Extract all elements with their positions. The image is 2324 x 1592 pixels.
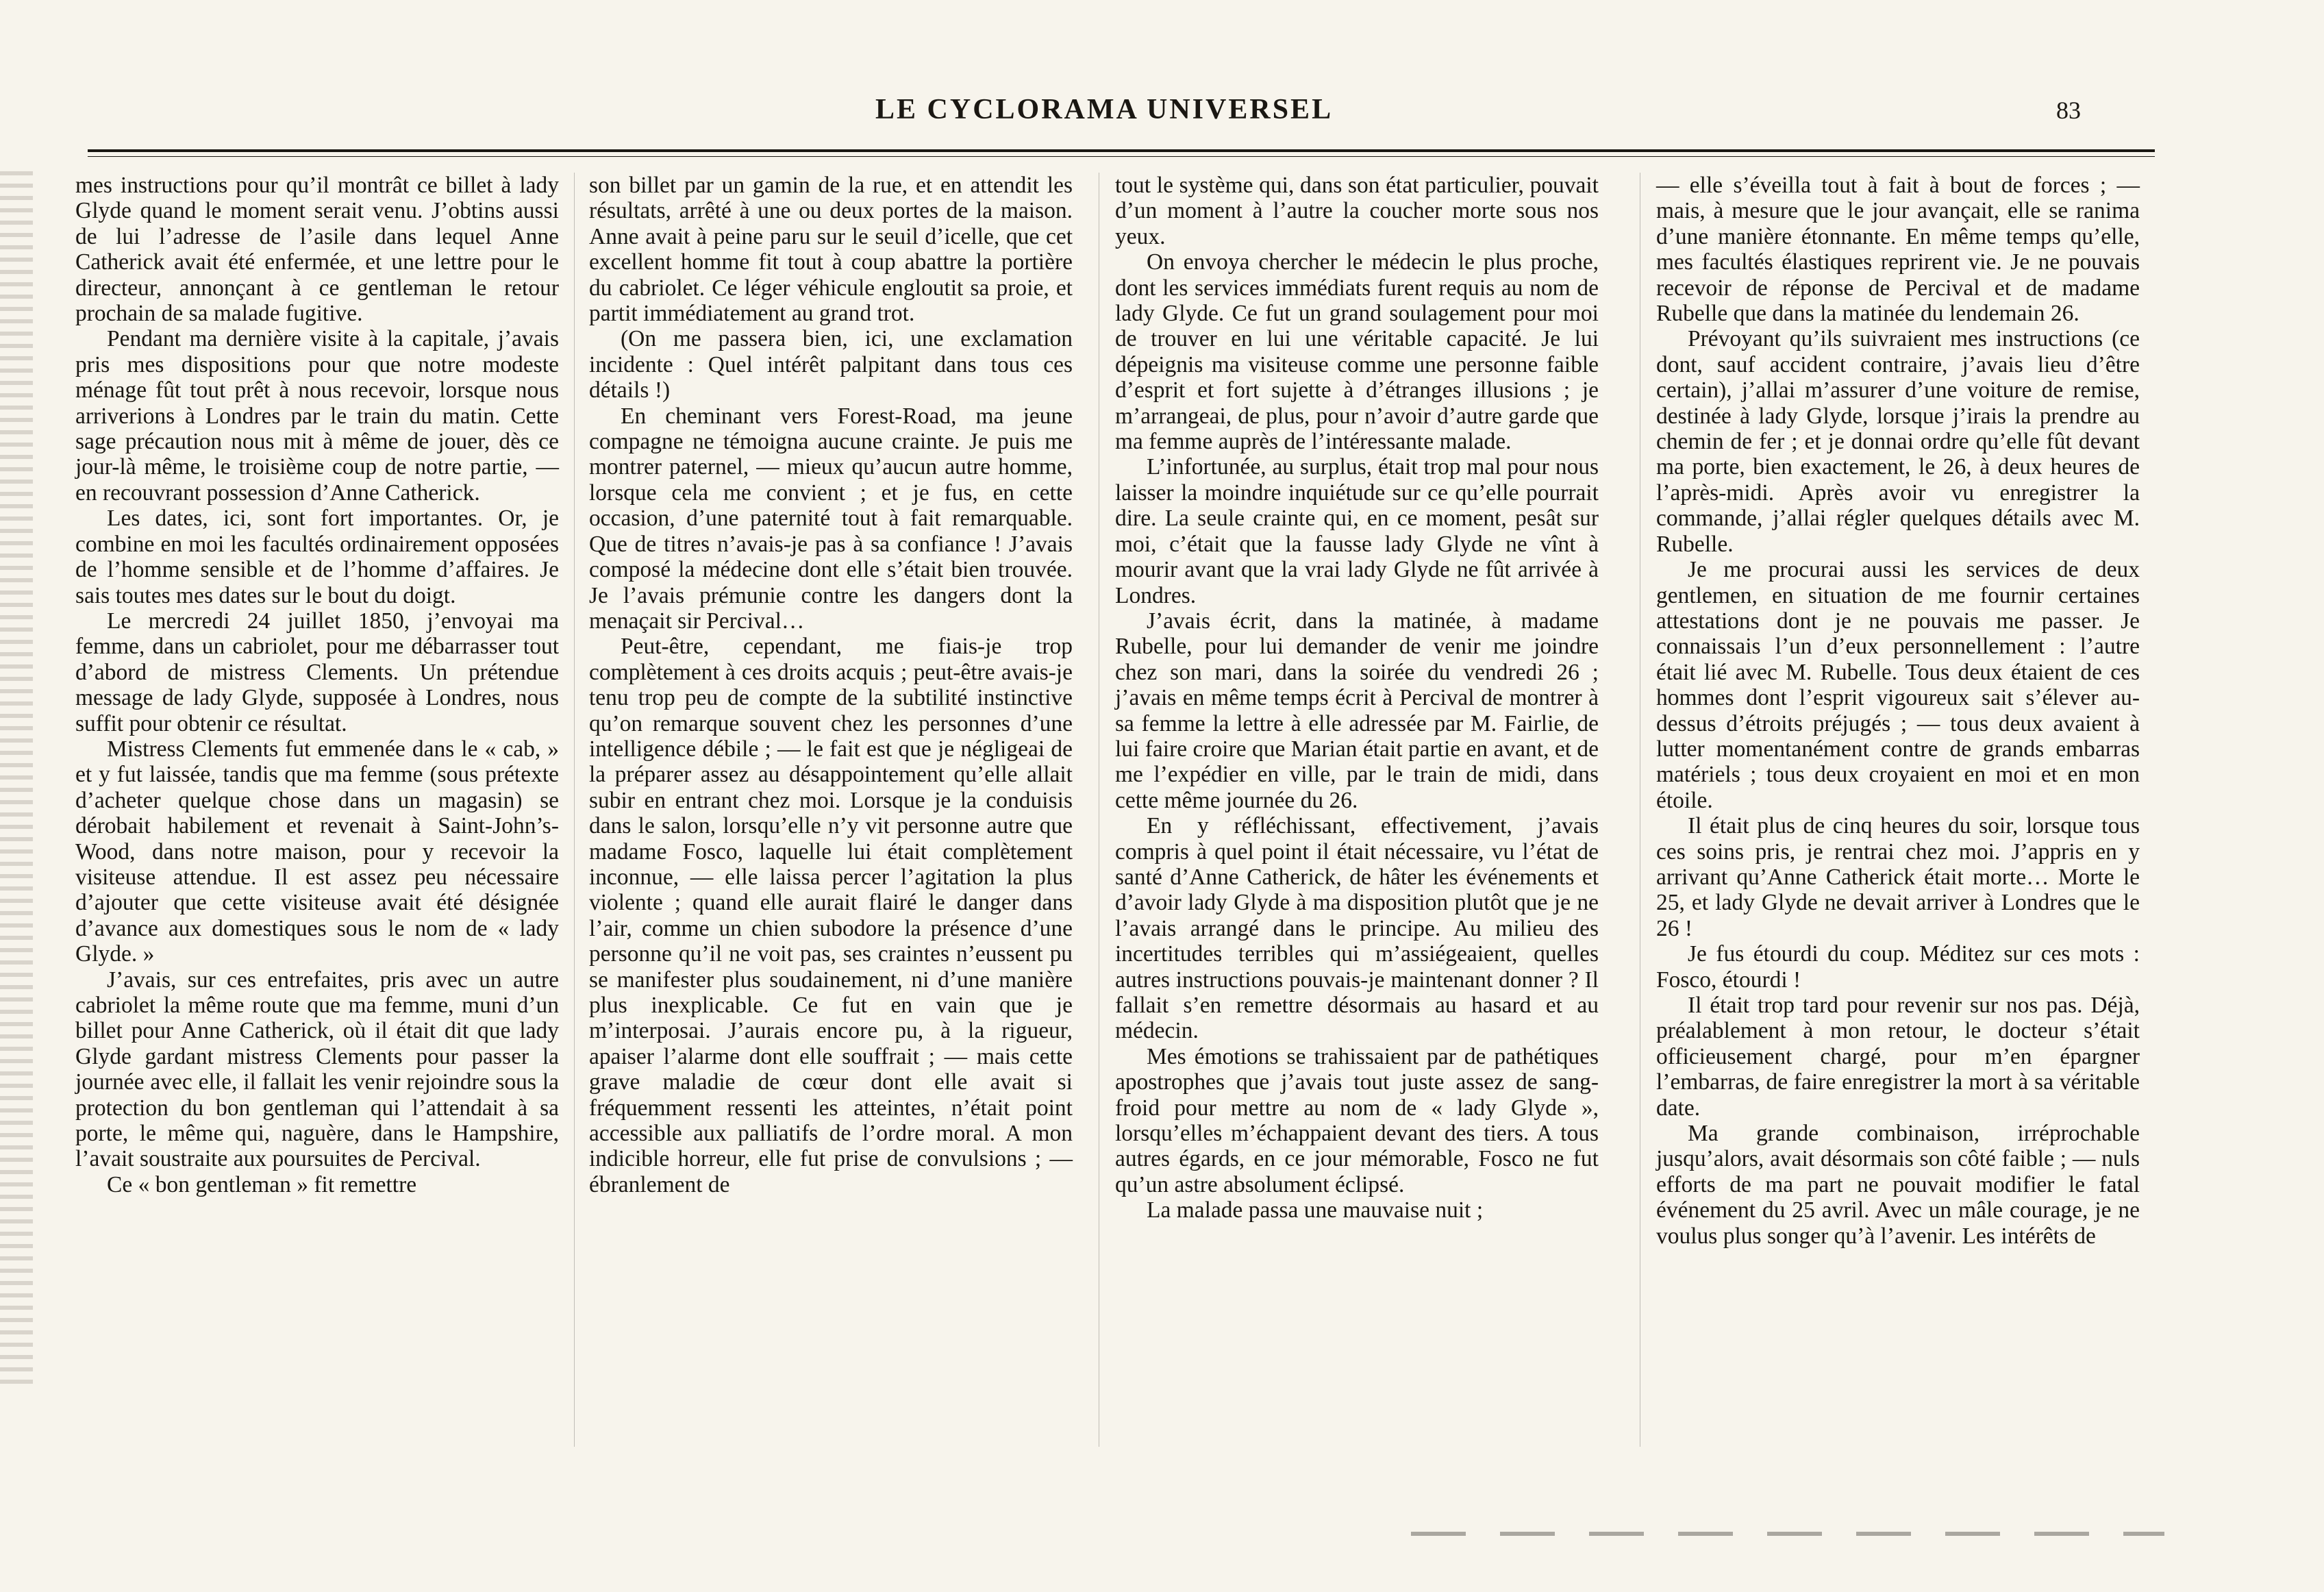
header-rule <box>88 149 2155 152</box>
paragraph: Le mercredi 24 juillet 1850, j’envoyai ma femme, dans un cabriolet, pour me débarrasser tout d’abord de mistress Clements. Un prétendue message de lady Glyde, supposée à Londres, nous suffit pour obtenir ce résultat. <box>75 608 559 736</box>
paragraph: mes instructions pour qu’il montrât ce billet à lady Glyde quand le moment serait venu. J’obtins aussi de lui l’adresse de l’asile dans lequel Anne Catherick avait été enfermée, et une lettre pour le directeur, annonçant à ce gentleman le retour prochain de sa malade fugitive. <box>75 173 559 327</box>
paragraph: Les dates, ici, sont fort importantes. Or, je combine en moi les facultés ordinairement opposées de l’homme sensible et de l’homme d’affaires. Je sais toutes mes dates sur le bout du doigt. <box>75 506 559 608</box>
footer-rule-marks <box>1411 1532 2164 1536</box>
text-column-3 <box>1115 173 1599 1223</box>
paragraph: Prévoyant qu’ils suivraient mes instructions (ce dont, sauf accident contraire, j’avais lieu d’être certain), j’allai m’assurer d’une voiture de remise, destinée à lady Glyde, lorsque j’irais la prendre au chemin de fer ; et je donnai ordre qu’elle fût devant ma porte, bien exactement, le 26, à deux heures de l’après-midi. Après avoir vu enregistrer la commande, j’allai régler quelques détails avec M. Rubelle. <box>1656 326 2140 557</box>
paragraph: Il était trop tard pour revenir sur nos pas. Déjà, préalablement à mon retour, le docteur s’était officieusement chargé, pour m’en épargner l’embarras, de faire enregistrer la mort à sa véritable date. <box>1656 993 2140 1121</box>
paragraph: tout le système qui, dans son état particulier, pouvait d’un moment à l’autre la coucher morte sous nos yeux. <box>1115 173 1599 249</box>
paragraph: Ma grande combinaison, irréprochable jusqu’alors, avait désormais son côté faible ; — nuls efforts de ma part ne pouvait modifier le fatal événement du 25 avril. Avec un mâle courage, je ne voulus plus songer qu’à l’avenir. Les intérêts de <box>1656 1121 2140 1249</box>
paragraph: Je fus étourdi du coup. Méditez sur ces mots : Fosco, étourdi ! <box>1656 941 2140 993</box>
paragraph: En y réfléchissant, effectivement, j’avais compris à quel point il était nécessaire, vu l’état de santé d’Anne Catherick, de hâter les événements et d’avoir lady Glyde à ma disposition plutôt que je ne l’avais arrangé dans le principe. Au milieu des incertitudes terribles qui m’assiégeaient, quelles autres instructions pouvais-je maintenant donner ? Il fallait s’en remettre désormais au hasard et au médecin. <box>1115 813 1599 1044</box>
paragraph: J’avais, sur ces entrefaites, pris avec un autre cabriolet la même route que ma femme, muni d’un billet pour Anne Catherick, où il était dit que lady Glyde gardant mistress Clements pour passer la journée avec elle, il fallait les venir rejoindre sous la protection du bon gentleman qui l’attendait à sa porte, le même qui, naguère, dans le Hampshire, l’avait soustraite aux poursuites de Percival. <box>75 967 559 1172</box>
paragraph: Mes émotions se trahissaient par de pathétiques apostrophes que j’avais tout juste assez de sang-froid pour mettre au nom de « lady Glyde », lorsqu’elles m’échappaient devant des tiers. A tous autres égards, en ce jour mémorable, Fosco ne fut qu’un astre absolument éclipsé. <box>1115 1043 1599 1197</box>
paragraph: Peut-être, cependant, me fiais-je trop complètement à ces droits acquis ; peut-être avais-je tenu trop peu de compte de la subtilité instinctive qu’on remarque souvent chez les personnes d’une intelligence débile ; — le fait est que je négligeai de la préparer assez au désappointement qu’elle allait subir en entrant chez moi. Lorsque je la conduisis dans le salon, lorsqu’elle n’y vit personne autre que madame Fosco, laquelle lui était complètement inconnue, — elle laissa percer l’agitation la plus violente ; quand elle aurait flairé le danger dans l’air, comme un chien subodore la présence d’une personne qu’il ne voit pas, ses craintes n’eussent pu se manifester plus soudainement, ni d’une manière plus inexplicable. Ce fut en vain que je m’interposai. J’aurais encore pu, à la rigueur, apaiser l’alarme dont elle souffrait ; — mais cette grave maladie de cœur dont elle avait si fréquemment ressenti les atteintes, n’était point accessible aux palliatifs de l’ordre moral. A mon indicible horreur, elle fut prise de convulsions ; — ébranlement de <box>589 634 1073 1197</box>
journal-title: LE CYCLORAMA UNIVERSEL <box>875 94 1334 125</box>
binding-gutter <box>0 171 33 1391</box>
paragraph: En cheminant vers Forest-Road, ma jeune compagne ne témoigna aucune crainte. Je puis me montrer paternel, — mieux qu’aucun autre homme, lorsque cela me convient ; et je fus, en cette occasion, d’une paternité tout à fait remarquable. Que de titres n’avais-je pas à sa confiance ! J’avais composé la médecine dont elle s’était bien trouvée. Je l’avais prémunie contre les dangers dont la menaçait sir Percival… <box>589 403 1073 634</box>
paragraph: Pendant ma dernière visite à la capitale, j’avais pris mes dispositions pour que notre modeste ménage fût tout prêt à nous recevoir, lorsque nous arriverions à Londres par le train du matin. Cette sage précaution nous mit à même de jouer, dès ce jour-là même, le troisième coup de notre partie, — en recouvrant possession d’Anne Catherick. <box>75 326 559 506</box>
paragraph: Je me procurai aussi les services de deux gentlemen, en situation de me fournir certaines attestations dont je ne pouvais me passer. Je connaissais l’un d’eux personnellement : l’autre était lié avec M. Rubelle. Tous deux étaient de ces hommes dont l’esprit vigoureux sait s’élever au-dessus d’étroits préjugés ; — tous deux avaient à lutter momentanément contre de grands embarras matériels ; tous deux croyaient en moi et en mon étoile. <box>1656 557 2140 813</box>
paragraph: Il était plus de cinq heures du soir, lorsque tous ces soins pris, je rentrai chez moi. J’appris en y arrivant qu’Anne Catherick était morte… Morte le 25, et lady Glyde ne devait arriver à Londres que le 26 ! <box>1656 813 2140 941</box>
paragraph: La malade passa une mauvaise nuit ; <box>1147 1197 1484 1223</box>
paragraph: son billet par un gamin de la rue, et en attendit les résultats, arrêté à une ou deux portes de la maison. Anne avait à peine paru sur le seuil d’icelle, que cet excellent homme fit tout à coup abattre la portière du cabriolet. Ce léger véhicule engloutit sa proie, et partit immédiatement au grand trot. <box>589 173 1073 327</box>
column-divider <box>574 173 575 1447</box>
text-column-4 <box>1656 173 2140 1249</box>
text-column-2 <box>589 173 1073 1197</box>
running-head <box>0 93 2324 134</box>
header-rule-thin <box>88 156 2155 157</box>
paragraph: — elle s’éveilla tout à fait à bout de forces ; — mais, à mesure que le jour avançait, elle se ranima d’une manière étonnante. En même temps qu’elle, mes facultés élastiques reprirent vie. Je ne pouvais recevoir de réponse de Percival et de madame Rubelle que dans la matinée du lendemain 26. <box>1656 173 2140 327</box>
paragraph: Mistress Clements fut emmenée dans le « cab, » et y fut laissée, tandis que ma femme (sous prétexte d’acheter quelque chose dans un magasin) se dérobait habilement et revenait à Saint-John’s-Wood, dans notre maison, pour y recevoir la visiteuse attendue. Il est assez peu nécessaire d’ajouter que cette visiteuse avait été désignée d’avance aux domestiques sous le nom de « lady Glyde. » <box>75 736 559 967</box>
paragraph: Ce « bon gentleman » fit remettre <box>107 1171 417 1197</box>
paragraph: J’avais écrit, dans la matinée, à madame Rubelle, pour lui demander de venir me joindre chez son mari, dans la soirée du vendredi 26 ; j’avais en même temps écrit à Percival de montrer à sa femme la lettre à elle adressée par M. Fairlie, de lui faire croire que Marian était partie en avant, et de me l’expédier en ville, par le train de midi, dans cette même journée du 26. <box>1115 608 1599 813</box>
paragraph: L’infortunée, au surplus, était trop mal pour nous laisser la moindre inquiétude sur ce qu’elle pourrait dire. La seule crainte qui, en ce moment, pesât sur moi, c’était que la fausse lady Glyde ne vînt à mourir avant que la vrai lady Glyde ne fût arrivée à Londres. <box>1115 454 1599 608</box>
paragraph: (On me passera bien, ici, une exclamation incidente : Quel intérêt palpitant dans tous ces détails !) <box>589 326 1073 403</box>
page-number: 83 <box>2056 97 2081 124</box>
paragraph: On envoya chercher le médecin le plus proche, dont les services immédiats furent requis au nom de lady Glyde. Ce fut un grand soulagement pour moi de trouver en lui une véritable capacité. Je lui dépeignis ma visiteuse comme une personne faible d’esprit et fort sujette à d’étranges illusions ; je m’arrangeai, de plus, pour n’avoir d’autre garde que ma femme auprès de l’intéressante malade. <box>1115 249 1599 455</box>
text-column-1 <box>75 173 559 1197</box>
